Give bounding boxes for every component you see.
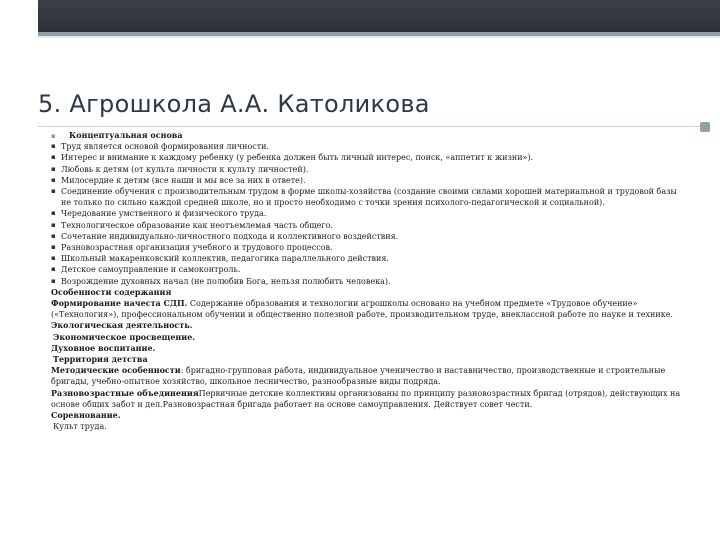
- method-text: : бригадно-групповая работа, индивидуальное ученичество и наставничество, производственные и строительные бригады, учебно-опытное хозяйство, школьное лесничество, разнообразные виды подряда.: [51, 366, 666, 387]
- list-item: ▪ Разновозрастная организация учебного и трудового процессов.: [51, 242, 683, 253]
- eco-education-heading: Экономическое просвещение.: [53, 331, 196, 342]
- list-item: ▪ Детское самоуправление и самоконтроль.: [51, 264, 683, 275]
- concept-heading: ▪ Концептуальная основа: [51, 130, 683, 141]
- slide-body: [51, 130, 683, 432]
- list-item: ▪ Технологическое образование как неотъемлемая часть общего.: [51, 220, 683, 231]
- slide-top-bar: [0, 0, 720, 34]
- slide-title: 5. Агрошкола А.А. Католикова: [38, 90, 430, 118]
- title-area: [38, 90, 688, 118]
- title-rule-tab: [700, 122, 710, 132]
- list-item: ▪ Чередование умственного и физического труда.: [51, 208, 683, 219]
- competition-heading: Соревнование.: [51, 410, 121, 421]
- top-bar-dark-band: [38, 0, 720, 34]
- age-groups-paragraph: [51, 388, 683, 410]
- age-groups-label: Разновозрастные объединения: [51, 387, 199, 398]
- list-item: ▪ Школьный макаренковский коллектив, педагогика параллельного действия.: [51, 253, 683, 264]
- top-bar-shadow: [38, 36, 720, 39]
- spiritual-heading: Духовное воспитание.: [51, 342, 156, 353]
- territory-heading: Территория детства: [53, 354, 148, 365]
- formation-label: Формирование начеста СДП.: [51, 298, 188, 309]
- eco-activity-heading: Экологическая деятельность.: [51, 320, 193, 331]
- method-label: Методические особенности: [51, 365, 181, 376]
- list-item: ▪ Любовь к детям (от культа личности к культу личностей).: [51, 164, 683, 175]
- list-item: ▪ Труд является основой формирования личности.: [51, 141, 683, 152]
- features-heading: Особенности содержания: [51, 286, 172, 297]
- formation-text: Содержание образования и технологии агрошколы основано на учебном предмете «Трудовое обучение» («Технология»), профессиональном обучении и общественно полезной работе, производительном труде, внеклассной работе по науке и технике.: [51, 299, 673, 320]
- list-item: ▪ Сочетание индивидуально-личностного подхода и коллективного воздействия.: [51, 231, 683, 242]
- list-item: ▪ Возрождение духовных начал (не полюбив Бога, нельзя полюбить человека).: [51, 276, 683, 287]
- method-paragraph: [51, 365, 683, 387]
- list-item: ▪ Интерес и внимание к каждому ребенку (у ребенка должен быть личный интерес, поиск, «аппетит к жизни»).: [51, 152, 683, 163]
- title-rule: [38, 126, 708, 127]
- labor-cult-heading: Культ труда.: [53, 422, 107, 432]
- list-item: ▪ Милосердие к детям (все наши и мы все за них в ответе).: [51, 175, 683, 186]
- list-item: ▪ Соединение обучения с производительным трудом в форме школы-хозяйства (создание своими силами хорошей материальной и трудовой базы не только по сильно каждой средней школе, но и просто необходимо с точки зрения психолого-педагогической и социальной).: [51, 186, 683, 208]
- age-groups-text: Первичные детские коллективы организованы по принципу разновозрастных бригад (отрядов), действующих на основе общих забот и дел.Разновозрастная бригада работает на основе самоуправления. Действует совет чести.: [51, 388, 681, 409]
- formation-paragraph: [51, 298, 683, 320]
